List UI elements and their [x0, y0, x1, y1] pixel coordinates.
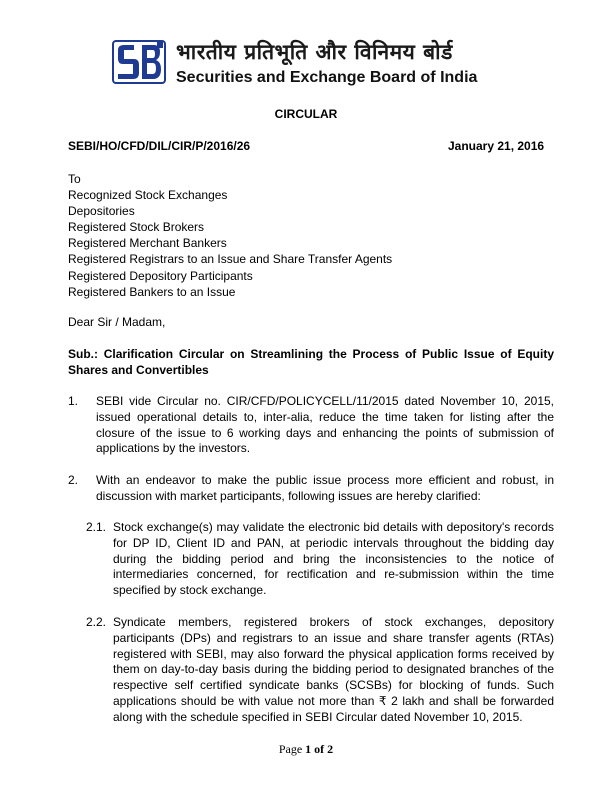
page-current: 1	[305, 742, 312, 756]
paragraph-text: With an endeavor to make the public issue process more efficient and robust, in discussion with market participants, following issues are hereby clarified:	[96, 473, 554, 503]
addressee-line: Recognized Stock Exchanges	[68, 188, 228, 203]
circular-date: January 21, 2016	[448, 139, 545, 153]
addressee-line: Registered Bankers to an Issue	[68, 284, 236, 299]
addressee-list	[68, 171, 392, 300]
page-label: Page	[278, 742, 303, 756]
org-name-hindi: भारतीय प्रतिभूति और विनिमय बोर्ड	[176, 40, 453, 64]
org-name-english: Securities and Exchange Board of India	[176, 69, 478, 86]
addressee-line: Depositories	[68, 204, 135, 219]
addressee-line: Registered Stock Brokers	[68, 220, 205, 235]
sebi-logo	[112, 40, 166, 84]
paragraph-text: SEBI vide Circular no. CIR/CFD/POLICYCELL/11/2015 dated November 10, 2015, issued operational details to, inter-alia, reduce the time taken for listing after the closure of the issue to 6 working days and enhancing the points of submission of applications by the investors.	[96, 394, 554, 456]
paragraph-number: 2.	[68, 473, 79, 487]
addressee-line: Registered Merchant Bankers	[68, 236, 227, 251]
addressee-line: Registered Registrars to an Issue and Share Transfer Agents	[68, 252, 393, 267]
salutation: Dear Sir / Madam,	[68, 315, 166, 329]
page-total: 2	[327, 742, 334, 756]
document-title: CIRCULAR	[274, 107, 338, 121]
addressee-line: To	[68, 172, 81, 186]
page-number	[0, 742, 612, 757]
circular-reference: SEBI/HO/CFD/DIL/CIR/P/2016/26	[68, 139, 251, 153]
paragraph-text: Stock exchange(s) may validate the electronic bid details with depository's records for DP ID, Client ID and PAN, at periodic intervals throughout the bidding day during the bidding period and bring the inconsistencies to the notice of intermediaries concerned, for rectification and re-submission within the time specified by stock exchange.	[113, 520, 554, 598]
paragraph-number: 2.1.	[86, 520, 107, 534]
addressee-line: Registered Depository Participants	[68, 268, 253, 283]
subject-line: Sub.: Clarification Circular on Streamlining the Process of Public Issue of Equity Shares and Convertibles	[68, 347, 554, 377]
paragraph-number: 1.	[68, 394, 79, 408]
paragraph-text: Syndicate members, registered brokers of stock exchanges, depository participants (DPs) and registrars to an issue and share transfer agents (RTAs) registered with SEBI, may also forward the physical application forms received by them on day-to-day basis during the bidding period to designated branches of the respective self certified syndicate banks (SCSBs) for blocking of funds. Such applications should be with value not more than ₹ 2 lakh and shall be forwarded along with the schedule specified in SEBI Circular dated November 10, 2015.	[113, 615, 554, 724]
paragraph-number: 2.2.	[86, 615, 107, 629]
page-of: of	[314, 742, 325, 756]
